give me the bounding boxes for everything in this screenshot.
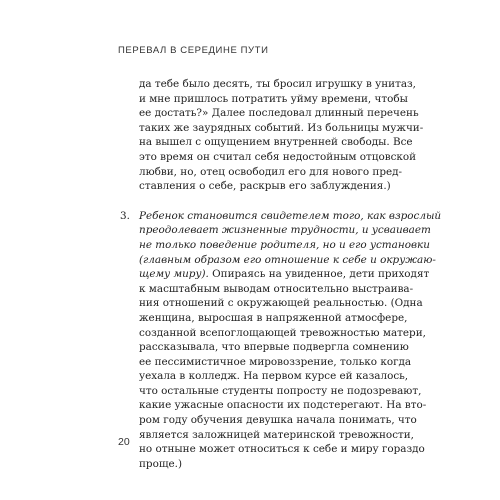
text-line: ром году обучения девушка начала понимать, что [139,414,417,427]
paragraph-continuation [139,77,424,194]
paragraph-gap [139,194,389,209]
text-line: что остальные студенты попросту не подозревают, [139,384,422,397]
italic-text-line: преодолевает жизненные трудности, и усваивает [139,224,431,237]
text-line: да тебе было десять, ты бросил игрушку в унитаз, [139,78,416,90]
text-line: является заложницей материнской тревожности, [139,428,414,441]
text-line: ее достать?» Далее последовал длинный перечень [139,107,419,120]
text-line: проще.) [139,457,182,470]
text-line: на вышел с ощущением внутренней свободы. Все [139,136,413,149]
regular-fragment: Опираясь на увиденное, дети приходят [208,268,430,281]
text-line: но отныне может относиться к себе и миру гораздо [139,443,425,456]
text-line: ставления о себе, раскрыв его заблуждения.) [139,180,391,193]
italic-text-line: Ребенок становится свидетелем того, как взрослый [139,209,442,222]
text-line: и мне пришлось потратить уйму времени, чтобы [139,92,408,105]
text-line: это время он считал себя недостойным отцовской [139,150,417,163]
text-line: какие ужасные опасности их подстерегают. На вто- [139,399,427,412]
page-number: 20 [118,436,130,448]
text-line: уехала в колледж. На первом курсе ей казалось, [139,370,409,383]
text-line: женщина, выросшая в напряженной атмосфере, [139,311,408,324]
italic-fragment: щему миру). [139,268,209,281]
text-line: к масштабным выводам относительно выстраива- [139,282,414,295]
mixed-text-line [139,267,430,282]
text-line: ее пессимистичное мировоззрение, только когда [139,355,412,368]
text-line: рассказывала, что впервые подвергла сомнению [139,341,409,354]
list-item-number: 3. [120,209,130,222]
text-line: таких же заурядных событий. Из больницы мужчи- [139,121,424,134]
italic-text-line: (главным образом его отношение к себе и окружаю- [139,253,436,266]
running-header: ПЕРЕВАЛ В СЕРЕДИНЕ ПУТИ [118,45,269,56]
text-line: созданной всепоглощающей тревожностью матери, [139,326,426,339]
italic-text-line: не только поведение родителя, но и его установки [139,238,430,251]
text-line: ния отношений с окружающей реальностью. (Одна [139,297,423,310]
text-line: любви, но, отец освободил его для нового пред- [139,165,403,178]
